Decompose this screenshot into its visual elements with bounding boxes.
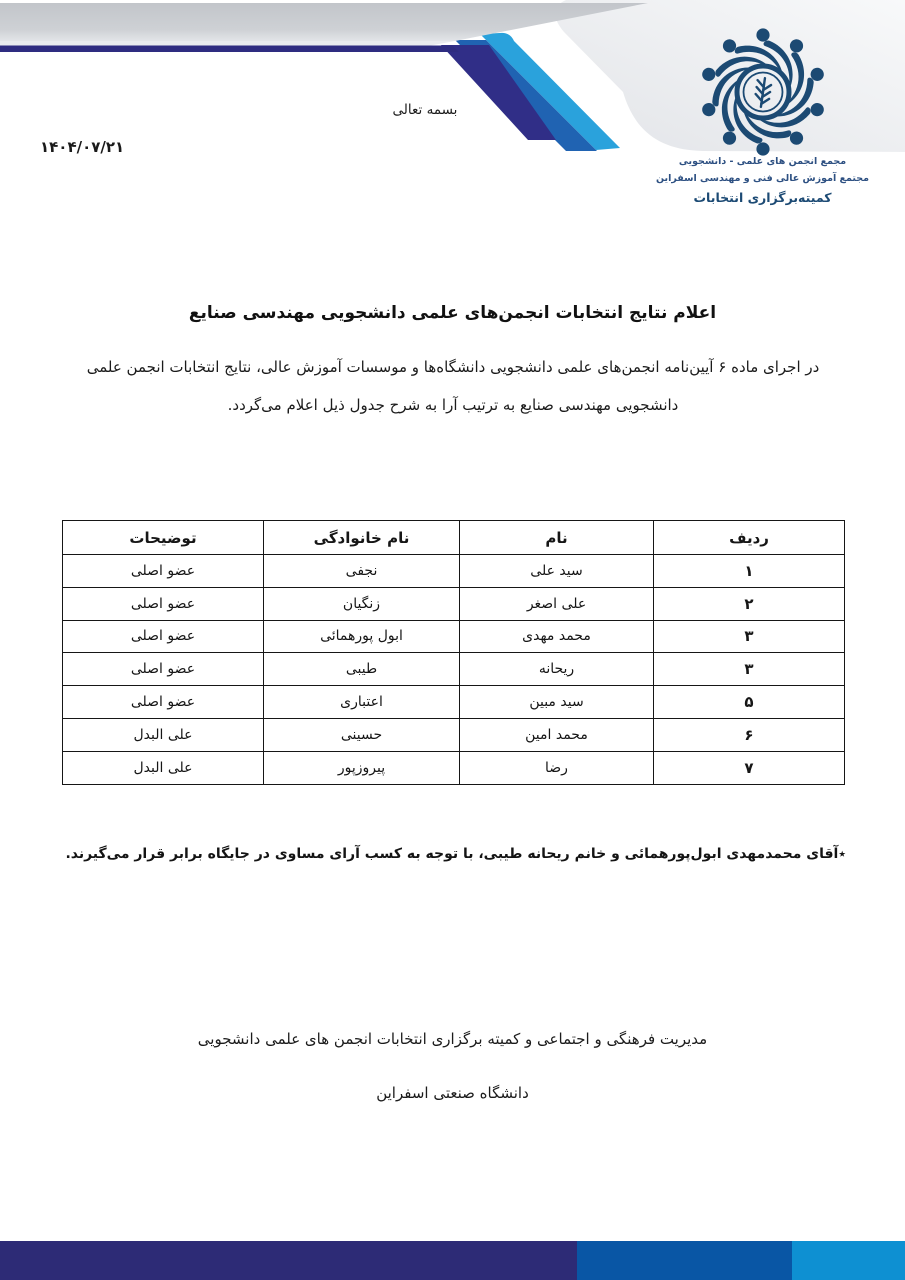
table-cell: اعتباری: [264, 686, 460, 719]
intro-paragraph: [62, 348, 844, 424]
table-cell: ابول پورهمائی: [264, 620, 460, 653]
table-cell: ۷: [654, 751, 845, 784]
table-cell: عضو اصلی: [63, 653, 264, 686]
navy-rule: [0, 46, 459, 53]
table-cell: ۳: [654, 653, 845, 686]
bottom-bar-segment-indigo: [0, 1241, 577, 1280]
table-cell: عضو اصلی: [63, 587, 264, 620]
org-logo: [692, 24, 834, 160]
table-row: [63, 653, 845, 686]
table-row: [63, 555, 845, 588]
table-cell: ۵: [654, 686, 845, 719]
people-circle-emblem-icon: [692, 24, 834, 160]
table-cell: ۲: [654, 587, 845, 620]
election-results-table: [62, 520, 845, 785]
table-cell: عضو اصلی: [63, 555, 264, 588]
bismillah-text: بسمه تعالی: [392, 102, 458, 118]
intro-line2: دانشجویی مهندسی صنایع به ترتیب آرا به شرح جدول ذیل اعلام می‌گردد.: [227, 396, 679, 414]
table-row: [63, 686, 845, 719]
table-cell: سید علی: [460, 555, 654, 588]
gray-band: [0, 3, 648, 41]
footnote: [60, 846, 846, 862]
letter-date: ۱۴۰۴/۰۷/۲۱: [40, 138, 125, 156]
table-cell: عضو اصلی: [63, 620, 264, 653]
table-cell: علی البدل: [63, 751, 264, 784]
bottom-bar-segment-blue: [577, 1241, 792, 1280]
table-cell: زنگیان: [264, 587, 460, 620]
table-cell: سید مبین: [460, 686, 654, 719]
table-row: [63, 718, 845, 751]
table-cell: علی اصغر: [460, 587, 654, 620]
table-cell: حسینی: [264, 718, 460, 751]
footnote-text: آقای محمدمهدی ابول‌پورهمائی و خانم ریحانه طیبی، با توجه به کسب آرای مساوی در جایگاه برابر قرار می‌گیرند.: [65, 846, 839, 862]
logo-caption-line3: کمیته‌برگزاری انتخابات: [693, 190, 832, 205]
table-cell: محمد امین: [460, 718, 654, 751]
table-cell: ۶: [654, 718, 845, 751]
table-cell: طیبی: [264, 653, 460, 686]
footer-signature: مدیریت فرهنگی و اجتماعی و کمیته برگزاری انتخابات انجمن های علمی دانشجویی: [197, 1030, 708, 1048]
footnote-marker-icon: ٭: [838, 846, 846, 862]
table-cell: ریحانه: [460, 653, 654, 686]
logo-captions: [615, 153, 905, 208]
intro-line1: در اجرای ماده ۶ آیین‌نامه انجمن‌های علمی دانشجویی دانشگاه‌ها و موسسات آموزش عالی، نتایج انتخابات انجمن علمی: [86, 358, 820, 376]
table-header-row: [63, 521, 845, 555]
results-table: [63, 520, 845, 785]
table-cell: ۱: [654, 555, 845, 588]
column-header: ردیف: [654, 521, 845, 555]
bottom-bar-segment-sky: [792, 1241, 905, 1280]
university-name: دانشگاه صنعتی اسفراین: [376, 1084, 529, 1102]
logo-caption-line1: مجمع انجمن های علمی - دانشجویی: [678, 156, 847, 167]
table-cell: عضو اصلی: [63, 686, 264, 719]
table-cell: رضا: [460, 751, 654, 784]
table-cell: ۳: [654, 620, 845, 653]
gray-band-fade: [0, 41, 455, 46]
table-cell: پیروزپور: [264, 751, 460, 784]
table-row: [63, 620, 845, 653]
table-cell: محمد مهدی: [460, 620, 654, 653]
column-header: نام خانوادگی: [264, 521, 460, 555]
table-row: [63, 587, 845, 620]
column-header: توضیحات: [63, 521, 264, 555]
logo-caption-line2: مجتمع آموزش عالی فنی و مهندسی اسفراین: [655, 173, 870, 184]
table-cell: نجفی: [264, 555, 460, 588]
column-header: نام: [460, 521, 654, 555]
table-cell: علی البدل: [63, 718, 264, 751]
page-title: اعلام نتایج انتخابات انجمن‌های علمی دانشجویی مهندسی صنایع: [188, 303, 717, 323]
table-row: [63, 751, 845, 784]
